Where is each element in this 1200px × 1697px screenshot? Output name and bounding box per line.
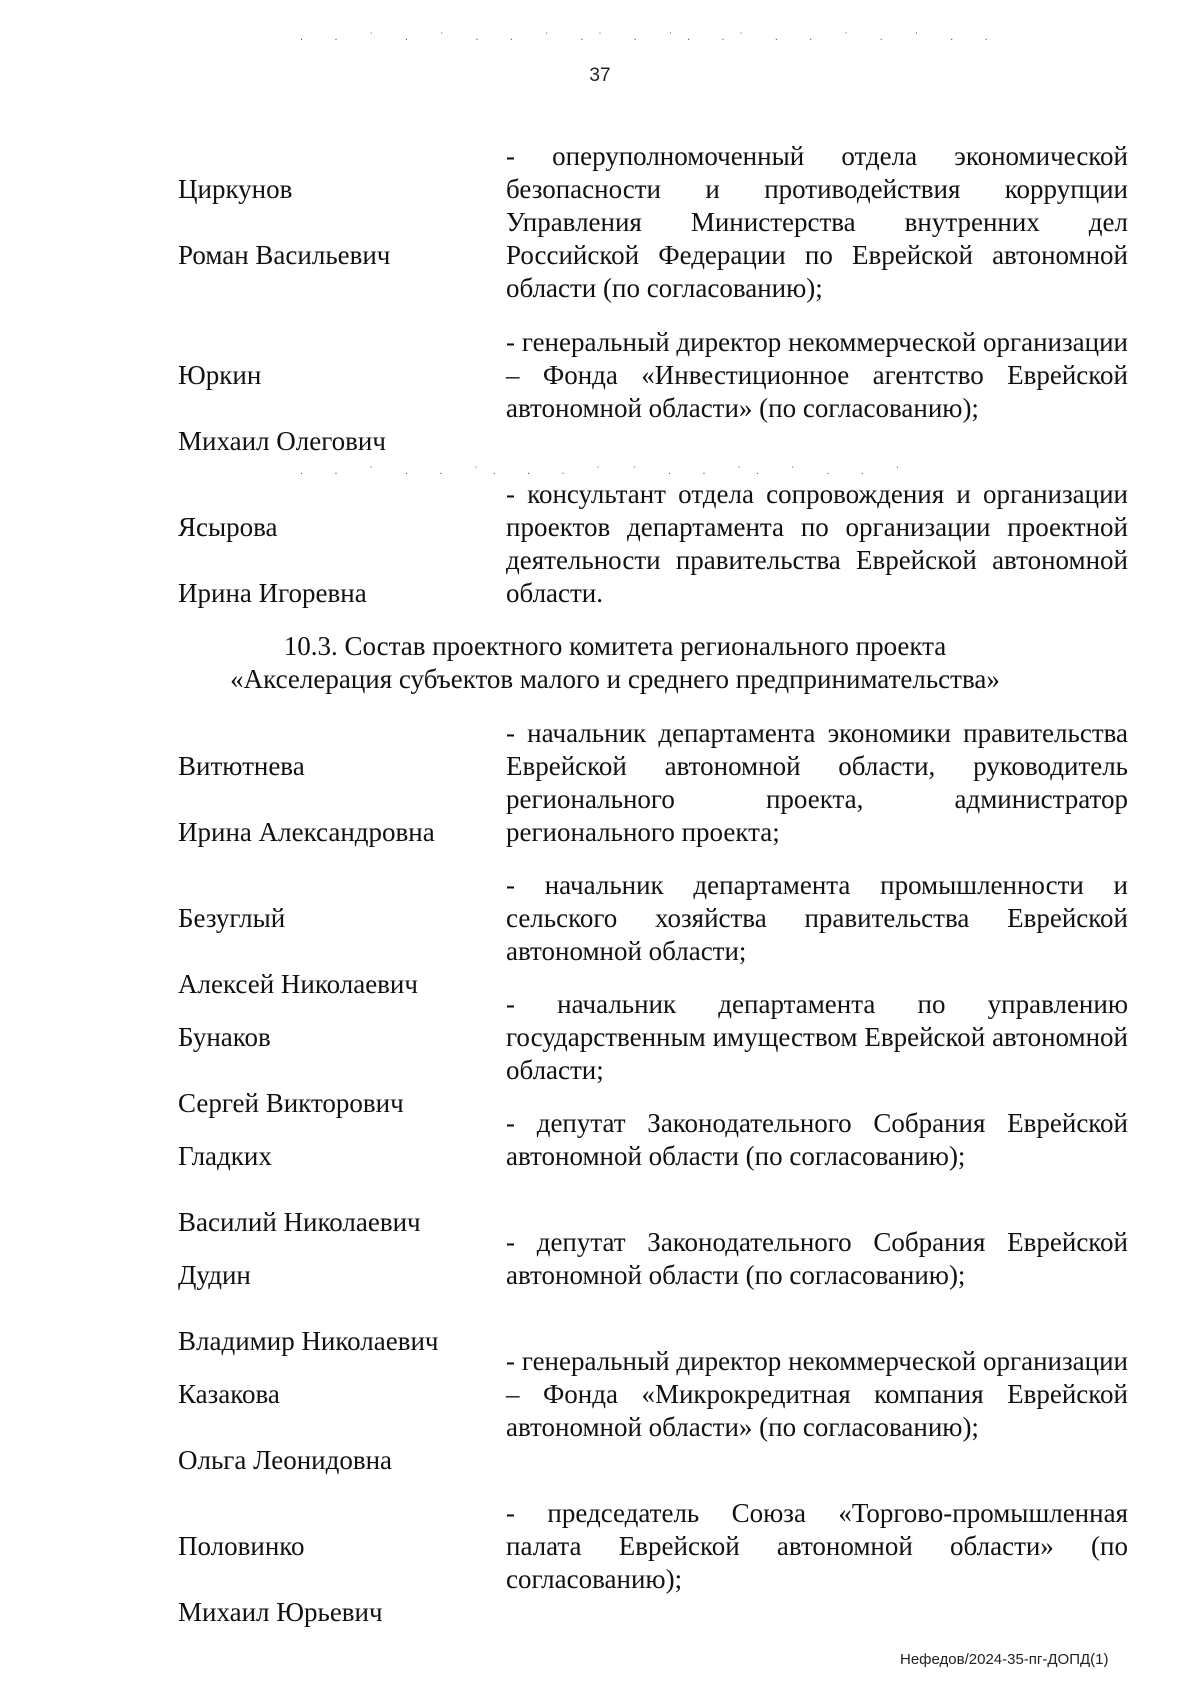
member-surname: Казакова	[178, 1379, 280, 1409]
member-given-names: Михаил Юрьевич	[178, 1597, 383, 1627]
member-given-names: Ирина Игоревна	[178, 578, 367, 608]
section-heading-line-1: 10.3. Состав проектного комитета регионального проекта	[283, 631, 947, 661]
member-position: - генеральный директор некоммерческой организации – Фонда «Инвестиционное агентство Еврейской автономной области» (по согласованию);	[506, 327, 1128, 423]
member-surname: Бунаков	[178, 1022, 271, 1052]
member-name	[178, 1497, 478, 1662]
member-position: - депутат Законодательного Собрания Еврейской автономной области (по согласованию);	[506, 1108, 1128, 1171]
scan-noise-middle: . . ˙ . . ˙. . . ˙ ˙ . . ˙. ˙ . . ˙	[300, 466, 915, 476]
member-position: - начальник департамента промышленности и сельского хозяйства правительства Еврейской автономной области;	[506, 870, 1128, 966]
member-given-names: Алексей Николаевич	[178, 969, 418, 999]
member-surname: Витютнева	[178, 751, 305, 781]
member-surname: Дудин	[178, 1260, 251, 1290]
member-position: - председатель Союза «Торгово-промышленная палата Еврейской автономной области» (по согласованию);	[506, 1498, 1128, 1594]
member-name	[178, 326, 478, 491]
member-given-names: Роман Васильевич	[178, 240, 391, 270]
member-given-names: Ольга Леонидовна	[178, 1445, 393, 1475]
member-given-names: Ирина Александровна	[178, 817, 435, 847]
section-heading	[0, 630, 1200, 696]
member-surname: Гладких	[178, 1141, 272, 1171]
member-given-names: Владимир Николаевич	[178, 1326, 439, 1356]
member-given-names: Михаил Олегович	[178, 426, 386, 456]
member-position: - начальник департамента экономики правительства Еврейской автономной области, руководитель регионального проекта, администратор регионального проекта;	[506, 718, 1128, 847]
member-surname: Циркунов	[178, 174, 293, 204]
member-given-names: Сергей Викторович	[178, 1088, 404, 1118]
member-position: - начальник департамента по управлению государственным имуществом Еврейской автономной области;	[506, 989, 1128, 1085]
member-name	[178, 478, 478, 643]
member-surname: Юркин	[178, 360, 262, 390]
member-position: - консультант отдела сопровождения и организации проектов департамента по организации проектной деятельности правительства Еврейской автономной области.	[506, 479, 1128, 608]
member-name	[178, 140, 478, 305]
page-number: 37	[589, 65, 611, 86]
member-surname: Половинко	[178, 1531, 305, 1561]
member-position: - генеральный директор некоммерческой организации – Фонда «Микрокредитная компания Еврейской автономной области» (по согласованию);	[506, 1346, 1128, 1442]
member-surname: Безуглый	[178, 903, 286, 933]
document-reference-code: Нефедов/2024-35-пг-ДОПД(1)	[900, 1651, 1109, 1668]
member-given-names: Василий Николаевич	[178, 1207, 421, 1237]
member-position: - оперуполномоченный отдела экономической безопасности и противодействия коррупции Управления Министерства внутренних дел Российской Федерации по Еврейской автономной области (по согласованию);	[506, 141, 1128, 303]
member-surname: Ясырова	[178, 512, 278, 542]
member-name	[178, 1345, 478, 1510]
member-position: - депутат Законодательного Собрания Еврейской автономной области (по согласованию);	[506, 1227, 1128, 1290]
section-heading-line-2: «Акселерация субъектов малого и среднего предпринимательства»	[230, 664, 1000, 694]
scan-noise-top: . . ˙ . ˙ . . ˙ .˙ . ˙. .˙ . . ˙ . ˙ . .	[300, 32, 1002, 42]
member-name	[178, 717, 478, 882]
